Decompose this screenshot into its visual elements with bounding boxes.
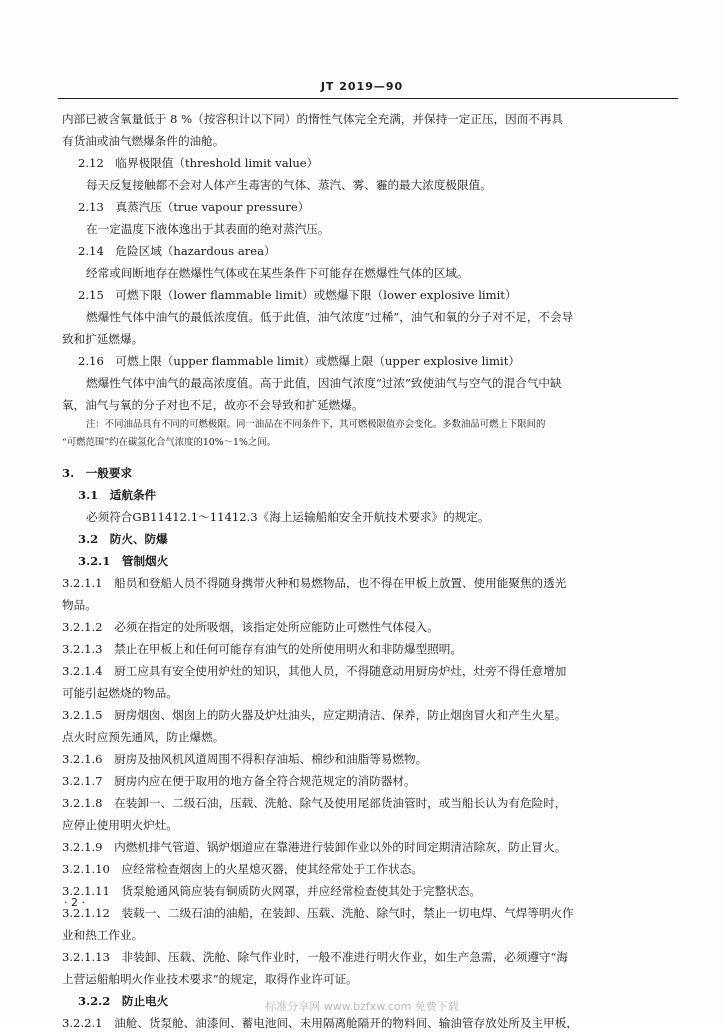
- watermark-footer: 标准分享网 www.bzfxw.com 免费下载: [265, 1000, 459, 1013]
- section-gap: [62, 452, 674, 462]
- text-line: 燃爆性气体中油气的最低浓度值。低于此值，油气浓度“过稀”，油气和氧的分子对不足，不会导: [86, 310, 574, 324]
- text-line: 内部已被含氧量低于 8 %（按容积计以下同）的惰性气体完全充满，并保持一定正压，因而不再具: [62, 112, 564, 126]
- text-line: 致和扩延燃爆。: [62, 332, 144, 346]
- text-line: 3.2.1.7 厨房内应在便于取用的地方备全符合规范规定的消防器材。: [62, 774, 416, 788]
- text-line: 3.2.1.2 必须在指定的处所吸烟，该指定处所应能防止可燃性气体侵入。: [62, 620, 439, 634]
- text-line: 业和热工作业。: [62, 928, 144, 942]
- text-line: 可能引起燃烧的物品。: [62, 686, 178, 700]
- page-header-standard-code: JT 2019—90: [320, 80, 404, 93]
- text-line: 3.2.1.10 应经常检查烟囱上的火星熄灭器，使其经常处于工作状态。: [62, 862, 423, 876]
- clause-heading-2-12: 2.12 临界极限值（threshold limit value）: [78, 156, 319, 170]
- text-line: 应停止使用明火炉灶。: [62, 818, 178, 832]
- clause-heading-3-2-2: 3.2.2 防止电火: [78, 994, 169, 1008]
- text-line: 3.2.1.12 装载一、二级石油的油船，在装卸、压载、洗舱、除气时，禁止一切电焊、气焊等明火作: [62, 906, 574, 920]
- text-line: 3.2.1.1 船员和登船人员不得随身携带火种和易燃物品，也不得在甲板上放置、使用能聚焦的透光: [62, 576, 567, 590]
- clause-heading-2-14: 2.14 危险区域（hazardous area）: [78, 244, 276, 258]
- text-line: 3.2.1.13 非装卸、压载、洗舱、除气作业时，一般不准进行明火作业，如生产急需，必须遵守“海: [62, 950, 569, 964]
- text-line: 3.2.1.3 禁止在甲板上和任何可能存有油气的处所使用明火和非防爆型照明。: [62, 642, 462, 656]
- text-line: 3.2.1.9 内燃机排气管道、锅炉烟道应在靠港进行装卸作业以外的时间定期清洁除灰，防止冒火。: [62, 840, 567, 854]
- text-line: 有货油或油气燃爆条件的油舱。: [62, 134, 225, 148]
- clause-heading-2-13: 2.13 真蒸汽压（true vapour pressure）: [78, 200, 310, 214]
- text-line: 必须符合GB11412.1～11412.3《海上运输船舶安全开航技术要求》的规定。: [86, 510, 490, 524]
- clause-heading-3-2: 3.2 防火、防爆: [78, 532, 168, 546]
- header-rule: [58, 98, 678, 99]
- text-line: 在一定温度下液体逸出于其表面的绝对蒸汽压。: [86, 222, 330, 236]
- text-line: 氧，油气与氧的分子对也不足，故亦不会导致和扩延燃爆。: [62, 398, 364, 412]
- note-line: “可燃范围”约在碳氢化合气浓度的10%～1%之间。: [62, 437, 277, 448]
- text-line: 3.2.1.8 在装卸一、二级石油，压载、洗舱、除气及使用尾部货油管时，或当船长认为有危险时，: [62, 796, 567, 810]
- page-content: [62, 108, 674, 1034]
- text-line: 3.2.1.6 厨房及抽风机风道周围不得积存油垢、棉纱和油脂等易燃物。: [62, 752, 428, 766]
- text-line: 经常或间断地存在燃爆性气体或在某些条件下可能存在燃爆性气体的区域。: [86, 266, 469, 280]
- page-number: · 2 ·: [64, 896, 85, 909]
- clause-heading-3-1: 3.1 适航条件: [78, 488, 157, 502]
- text-line: 点火时应预先通风，防止爆燃。: [62, 730, 225, 744]
- clause-heading-3-2-1: 3.2.1 管制烟火: [78, 554, 169, 568]
- text-line: 燃爆性气体中油气的最高浓度值。高于此值，因油气浓度“过浓”致使油气与空气的混合气中缺: [86, 376, 562, 390]
- text-line: 3.2.1.4 厨工应具有安全使用炉灶的知识，其他人员，不得随意动用厨房炉灶，灶旁不得任意增加: [62, 664, 567, 678]
- section-title-3: 3. 一般要求: [62, 466, 133, 480]
- text-line: 上营运船舶明火作业技术要求”的规定，取得作业许可证。: [62, 972, 358, 986]
- text-line: 3.2.2.1 油舱、货泵舱、油漆间、蓄电池间、未用隔离舱隔开的物料间、输油管存放处所及主甲板，: [62, 1016, 578, 1030]
- clause-heading-2-16: 2.16 可燃上限（upper flammable limit）或燃爆上限（upper explosive limit）: [78, 354, 520, 368]
- text-line: 3.2.1.11 货泵舱通风筒应装有铜质防火网罩，并应经常检查使其处于完整状态。: [62, 884, 481, 898]
- text-line: 每天反复接触都不会对人体产生毒害的气体、蒸汽、雾、霾的最大浓度极限值。: [86, 178, 492, 192]
- text-line: 物品。: [62, 598, 97, 612]
- text-line: 3.2.1.5 厨房烟囱、烟囱上的防火器及炉灶油头，应定期清洁、保养，防止烟囱冒火和产生火星。: [62, 708, 567, 722]
- note-line: 注：不同油品具有不同的可燃极限。同一油品在不同条件下，其可燃极限值亦会变化。多数油品可燃上下限间的: [86, 419, 546, 430]
- clause-heading-2-15: 2.15 可燃下限（lower flammable limit）或燃爆下限（lower explosive limit）: [78, 288, 517, 302]
